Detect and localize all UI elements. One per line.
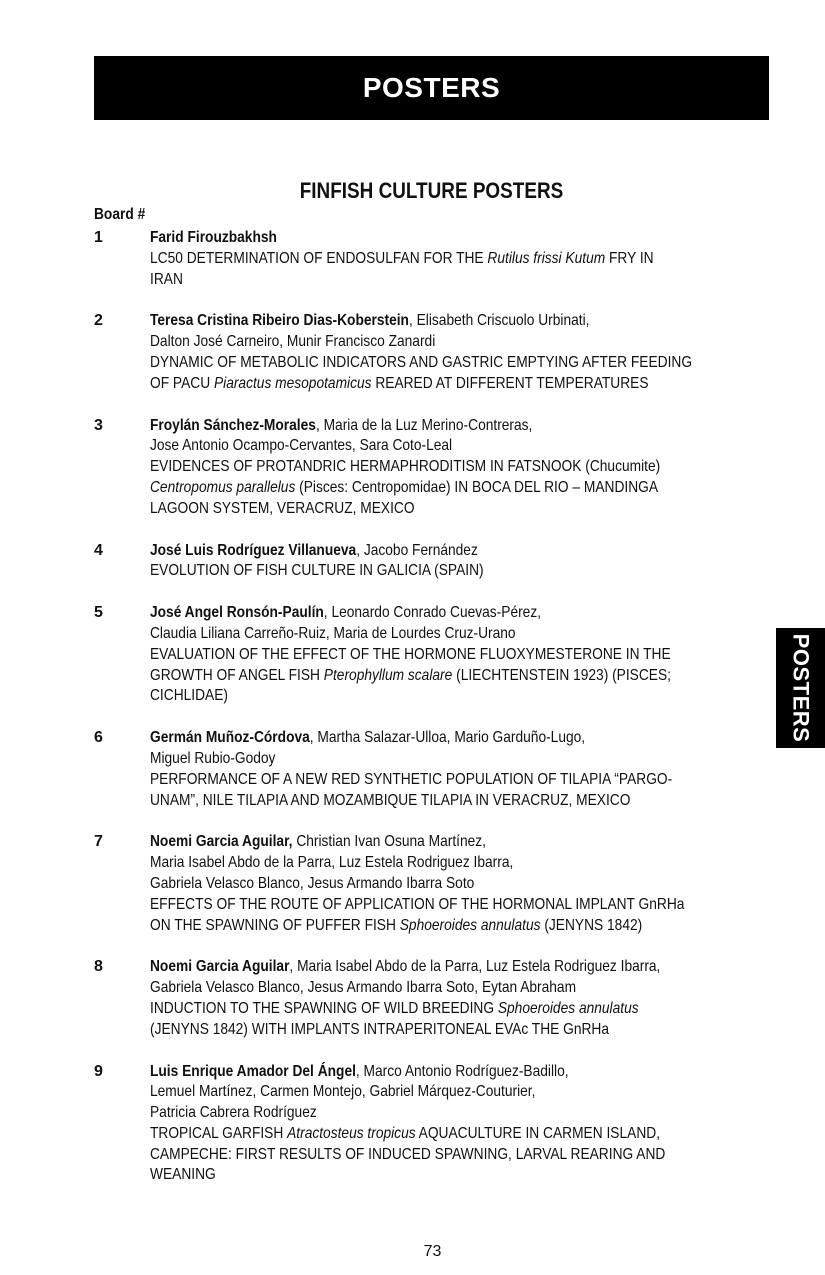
text-line — [150, 832, 712, 853]
side-section-tab — [776, 628, 825, 748]
poster-details — [150, 228, 712, 290]
text-segment: AQUACULTURE IN CARMEN ISLAND, — [415, 1124, 661, 1142]
text-segment: LC50 DETERMINATION OF ENDOSULFAN FOR THE — [150, 249, 488, 267]
text-segment: Maria Isabel Abdo de la Parra, Luz Estela Rodriguez Ibarra, — [150, 854, 514, 872]
text-line — [150, 999, 712, 1020]
text-line — [150, 374, 712, 395]
species-name: Piaractus mesopotamicus — [213, 374, 372, 392]
text-segment: , Elisabeth Criscuolo Urbinati, — [408, 312, 590, 330]
species-name: Centropomus parallelus — [150, 478, 296, 496]
text-line — [150, 895, 712, 916]
side-tab-label: POSTERS — [788, 633, 814, 743]
board-number: 2 — [94, 312, 103, 330]
text-segment: Miguel Rubio-Godoy — [150, 749, 276, 767]
lead-author: Teresa Cristina Ribeiro Dias-Koberstein — [150, 312, 409, 330]
species-name: Pterophyllum scalare — [323, 666, 453, 684]
text-segment: (JENYNS 1842) — [540, 916, 643, 934]
text-segment: , Marco Antonio Rodríguez-Badillo, — [355, 1062, 569, 1080]
banner-title: POSTERS — [362, 72, 501, 103]
text-line — [150, 332, 712, 353]
text-line — [150, 541, 712, 562]
poster-entry — [94, 832, 804, 936]
text-segment: UNAM”, NILE TILAPIA AND MOZAMBIQUE TILAPIA IN VERACRUZ, MEXICO — [150, 791, 631, 809]
text-segment: Gabriela Velasco Blanco, Jesus Armando Ibarra Soto, Eytan Abraham — [150, 979, 577, 997]
poster-entry — [94, 416, 804, 520]
text-segment: IRAN — [150, 270, 183, 288]
text-segment: EFFECTS OF THE ROUTE OF APPLICATION OF THE HORMONAL IMPLANT GnRHa — [150, 895, 685, 913]
board-number: 8 — [94, 958, 103, 976]
text-line — [150, 561, 712, 582]
text-segment: LAGOON SYSTEM, VERACRUZ, MEXICO — [150, 499, 415, 517]
text-line — [150, 645, 712, 666]
text-line — [150, 728, 712, 749]
text-segment: Claudia Liliana Carreño-Ruiz, Maria de Lourdes Cruz-Urano — [150, 624, 516, 642]
text-line — [150, 1145, 712, 1166]
text-segment: PERFORMANCE OF A NEW RED SYNTHETIC POPULATION OF TILAPIA “PARGO- — [150, 770, 673, 788]
text-line — [150, 791, 712, 812]
text-segment: Dalton José Carneiro, Munir Francisco Zanardi — [150, 333, 436, 351]
text-segment: , Jacobo Fernández — [356, 541, 478, 559]
lead-author: Luis Enrique Amador Del Ángel — [150, 1062, 356, 1080]
text-segment: (JENYNS 1842) WITH IMPLANTS INTRAPERITONEAL EVAc THE GnRHa — [150, 1020, 610, 1038]
text-line — [150, 1062, 712, 1083]
text-line — [150, 978, 712, 999]
species-name: Sphoeroides annulatus — [497, 999, 639, 1017]
text-line — [150, 436, 712, 457]
text-segment: EVALUATION OF THE EFFECT OF THE HORMONE FLUOXYMESTERONE IN THE — [150, 645, 671, 663]
text-line — [150, 353, 712, 374]
text-segment: Christian Ivan Osuna Martínez, — [292, 833, 486, 851]
text-line — [150, 686, 712, 707]
text-line — [150, 249, 712, 270]
poster-entry — [94, 1062, 804, 1187]
poster-details — [150, 311, 712, 394]
page-number: 73 — [423, 1243, 442, 1260]
poster-list — [94, 228, 804, 1207]
text-line — [150, 624, 712, 645]
text-segment: Gabriela Velasco Blanco, Jesus Armando Ibarra Soto — [150, 874, 475, 892]
text-segment: Jose Antonio Ocampo-Cervantes, Sara Coto-Leal — [150, 437, 453, 455]
poster-details — [150, 416, 712, 520]
poster-details — [150, 832, 712, 936]
text-line — [150, 270, 712, 291]
poster-details — [150, 541, 712, 583]
poster-entry — [94, 728, 804, 811]
poster-details — [150, 728, 712, 811]
text-line — [150, 1124, 712, 1145]
species-name: Sphoeroides annulatus — [399, 916, 541, 934]
text-segment: TROPICAL GARFISH — [150, 1124, 288, 1142]
page-banner — [94, 56, 769, 120]
poster-details — [150, 957, 712, 1040]
text-segment: INDUCTION TO THE SPAWNING OF WILD BREEDING — [150, 999, 498, 1017]
poster-details — [150, 1062, 712, 1187]
poster-entry — [94, 541, 804, 583]
text-segment: CAMPECHE: FIRST RESULTS OF INDUCED SPAWNING, LARVAL REARING AND — [150, 1145, 666, 1163]
text-segment: EVOLUTION OF FISH CULTURE IN GALICIA (SPAIN) — [150, 562, 484, 580]
poster-entry — [94, 311, 804, 394]
text-line — [150, 1082, 712, 1103]
poster-details — [150, 603, 712, 707]
text-segment: CICHLIDAE) — [150, 687, 228, 705]
poster-entry — [94, 603, 804, 707]
lead-author: Noemi Garcia Aguilar — [150, 958, 290, 976]
text-segment: ON THE SPAWNING OF PUFFER FISH — [150, 916, 400, 934]
text-line — [150, 749, 712, 770]
text-segment: , Maria de la Luz Merino-Contreras, — [315, 416, 533, 434]
lead-author: José Luis Rodríguez Villanueva — [150, 541, 357, 559]
text-segment: , Leonardo Conrado Cuevas-Pérez, — [323, 604, 542, 622]
text-line — [150, 874, 712, 895]
board-number: 6 — [94, 729, 103, 747]
text-line — [150, 666, 712, 687]
lead-author: José Angel Ronsón-Paulín — [150, 604, 324, 622]
text-segment: WEANING — [150, 1166, 216, 1184]
text-segment: EVIDENCES OF PROTANDRIC HERMAPHRODITISM IN FATSNOOK (Chucumite) — [150, 458, 661, 476]
board-number: 3 — [94, 416, 103, 434]
text-line — [150, 228, 712, 249]
poster-entry — [94, 228, 804, 290]
poster-entry — [94, 957, 804, 1040]
text-segment: DYNAMIC OF METABOLIC INDICATORS AND GASTRIC EMPTYING AFTER FEEDING — [150, 353, 693, 371]
text-line — [150, 311, 712, 332]
board-number-header: Board # — [94, 206, 146, 223]
text-line — [150, 1165, 712, 1186]
text-line — [150, 478, 712, 499]
text-line — [150, 770, 712, 791]
text-segment: Patricia Cabrera Rodríguez — [150, 1104, 317, 1122]
text-segment: Lemuel Martínez, Carmen Montejo, Gabriel Márquez-Couturier, — [150, 1083, 536, 1101]
lead-author: Germán Muñoz-Córdova — [150, 729, 310, 747]
board-number: 9 — [94, 1062, 103, 1080]
section-title: FINFISH CULTURE POSTERS — [299, 178, 564, 203]
text-line — [150, 916, 712, 937]
text-line — [150, 1103, 712, 1124]
text-segment: , Maria Isabel Abdo de la Parra, Luz Estela Rodriguez Ibarra, — [289, 958, 661, 976]
lead-author: Froylán Sánchez-Morales — [150, 416, 316, 434]
lead-author: Farid Firouzbakhsh — [150, 229, 277, 246]
text-line — [150, 499, 712, 520]
text-line — [150, 853, 712, 874]
species-name: Rutilus frissi Kutum — [487, 249, 606, 267]
text-segment: FRY IN — [605, 249, 654, 267]
lead-author: Noemi Garcia Aguilar, — [150, 833, 293, 851]
text-segment: REARED AT DIFFERENT TEMPERATURES — [371, 374, 649, 392]
board-number: 4 — [94, 541, 103, 559]
text-line — [150, 1020, 712, 1041]
text-segment: (Pisces: Centropomidae) IN BOCA DEL RIO – MANDINGA — [295, 478, 659, 496]
board-number: 7 — [94, 833, 103, 851]
text-segment: (LIECHTENSTEIN 1923) (PISCES; — [452, 666, 671, 684]
text-segment: GROWTH OF ANGEL FISH — [150, 666, 324, 684]
text-line — [150, 603, 712, 624]
board-number: 5 — [94, 604, 103, 622]
species-name: Atractosteus tropicus — [287, 1124, 416, 1142]
board-number: 1 — [94, 229, 103, 246]
text-line — [150, 416, 712, 437]
text-line — [150, 457, 712, 478]
text-line — [150, 957, 712, 978]
text-segment: , Martha Salazar-Ulloa, Mario Garduño-Lugo, — [309, 729, 586, 747]
text-segment: OF PACU — [150, 374, 214, 392]
